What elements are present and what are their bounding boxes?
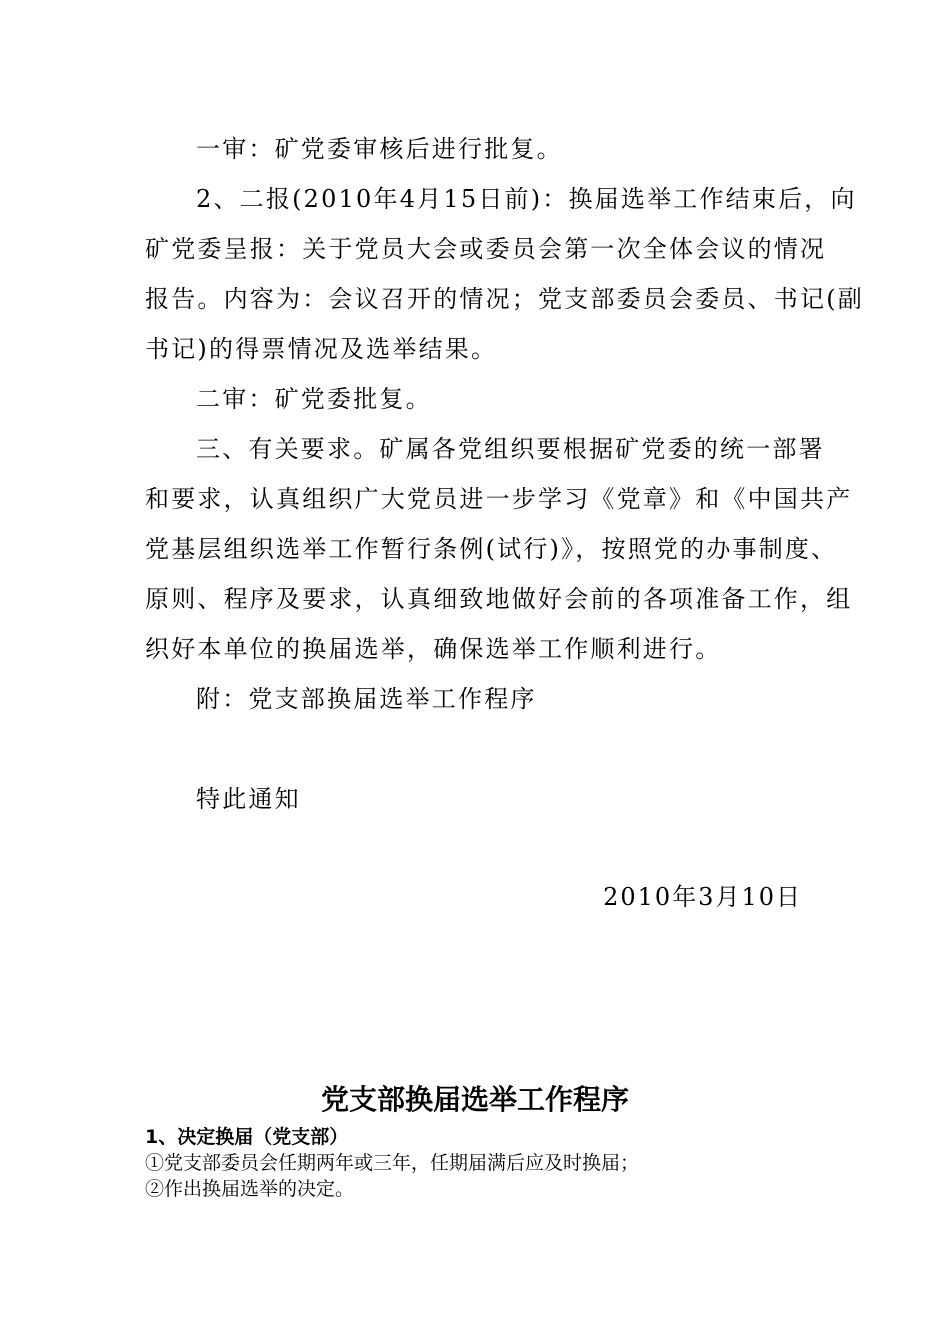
paragraph-line: 矿党委呈报：关于党员大会或委员会第一次全体会议的情况: [145, 235, 827, 263]
section-heading: 1、决定换届（党支部）: [145, 1126, 349, 1148]
appendix-title: 党支部换届选举工作程序: [320, 1083, 629, 1116]
paragraph-line: 和要求，认真组织广大党员进一步学习《党章》和《中国共产: [145, 485, 853, 513]
paragraph-line: 二审：矿党委批复。: [196, 385, 432, 413]
paragraph-line: 一审：矿党委审核后进行批复。: [196, 135, 563, 163]
paragraph-line: 2、二报(2010年4月15日前)：换届选举工作结束后，向: [196, 185, 857, 213]
closing-notice: 特此通知: [196, 785, 301, 813]
paragraph-line: 原则、程序及要求，认真细致地做好会前的各项准备工作，组: [145, 585, 853, 613]
attachment-note: 附：党支部换届选举工作程序: [196, 685, 537, 713]
paragraph-line: 织好本单位的换届选举，确保选举工作顺利进行。: [145, 635, 722, 663]
document-date: 2010年3月10日: [603, 883, 802, 911]
paragraph-line: 三、有关要求。矿属各党组织要根据矿党委的统一部署: [196, 435, 825, 463]
paragraph-line: 书记)的得票情况及选举结果。: [145, 335, 498, 363]
list-item: ②作出换届选举的决定。: [145, 1178, 355, 1200]
paragraph-line: 党基层组织选举工作暂行条例(试行)》，按照党的办事制度、: [145, 535, 838, 563]
list-item: ①党支部委员会任期两年或三年，任期届满后应及时换届；: [145, 1152, 640, 1174]
paragraph-line: 报告。内容为：会议召开的情况；党支部委员会委员、书记(副: [145, 285, 864, 313]
